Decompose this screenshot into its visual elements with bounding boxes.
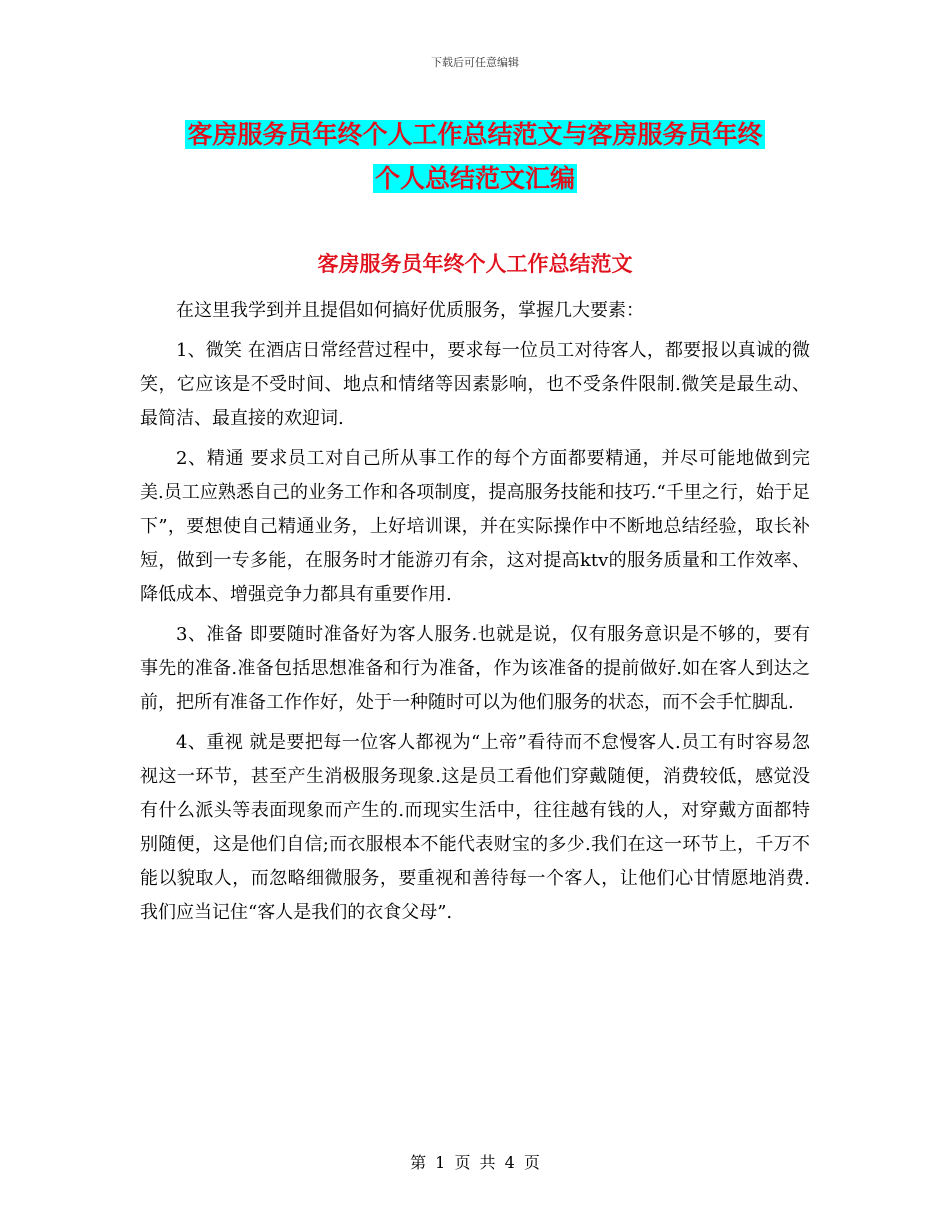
section-title: 客房服务员年终个人工作总结范文 bbox=[317, 252, 633, 276]
document-title-line-1: 客房服务员年终个人工作总结范文与客房服务员年终 bbox=[187, 120, 763, 149]
page-number-footer: 第 1 页 共 4 页 bbox=[410, 1153, 540, 1172]
paragraph-intro: 在这里我学到并且提倡如何搞好优质服务，掌握几大要素： bbox=[176, 300, 644, 321]
paragraph-preparation: 3、准备 即要随时准备好为客人服务.也就是说，仅有服务意识是不够的，要有事先的准备.准备包括思想准备和行为准备，作为该准备的提前做好.如在客人到达之前，把所有准备工作作好，处于一种随时可以为他们服务的状态，而不会手忙脚乱. bbox=[140, 624, 810, 713]
body-text bbox=[140, 294, 810, 936]
document-title bbox=[140, 113, 810, 201]
header-note: 下载后可任意编辑 bbox=[431, 56, 519, 69]
document-title-line-2: 个人总结范文汇编 bbox=[374, 164, 575, 193]
paragraph-attention: 4、重视 就是要把每一位客人都视为“上帝”看待而不怠慢客人.员工有时容易忽视这一环节，甚至产生消极服务现象.这是员工看他们穿戴随便，消费较低，感觉没有什么派头等表面现象而产生的.而现实生活中，往往越有钱的人，对穿戴方面都特别随便，这是他们自信;而衣服根本不能代表财宝的多少.我们在这一环节上，千万不能以貌取人，而忽略细微服务，要重视和善待每一个客人，让他们心甘情愿地消费.我们应当记住“客人是我们的衣食父母”. bbox=[140, 732, 810, 923]
paragraph-proficiency: 2、精通 要求员工对自己所从事工作的每个方面都要精通，并尽可能地做到完美.员工应熟悉自己的业务工作和各项制度，提高服务技能和技巧.“千里之行，始于足下”，要想使自己精通业务，上好培训课，并在实际操作中不断地总结经验，取长补短，做到一专多能，在服务时才能游刃有余，这对提高ktv的服务质量和工作效率、降低成本、增强竞争力都具有重要作用. bbox=[140, 448, 810, 605]
paragraph-smile: 1、微笑 在酒店日常经营过程中，要求每一位员工对待客人，都要报以真诚的微笑，它应该是不受时间、地点和情绪等因素影响，也不受条件限制.微笑是最生动、最简洁、最直接的欢迎词. bbox=[140, 340, 810, 429]
